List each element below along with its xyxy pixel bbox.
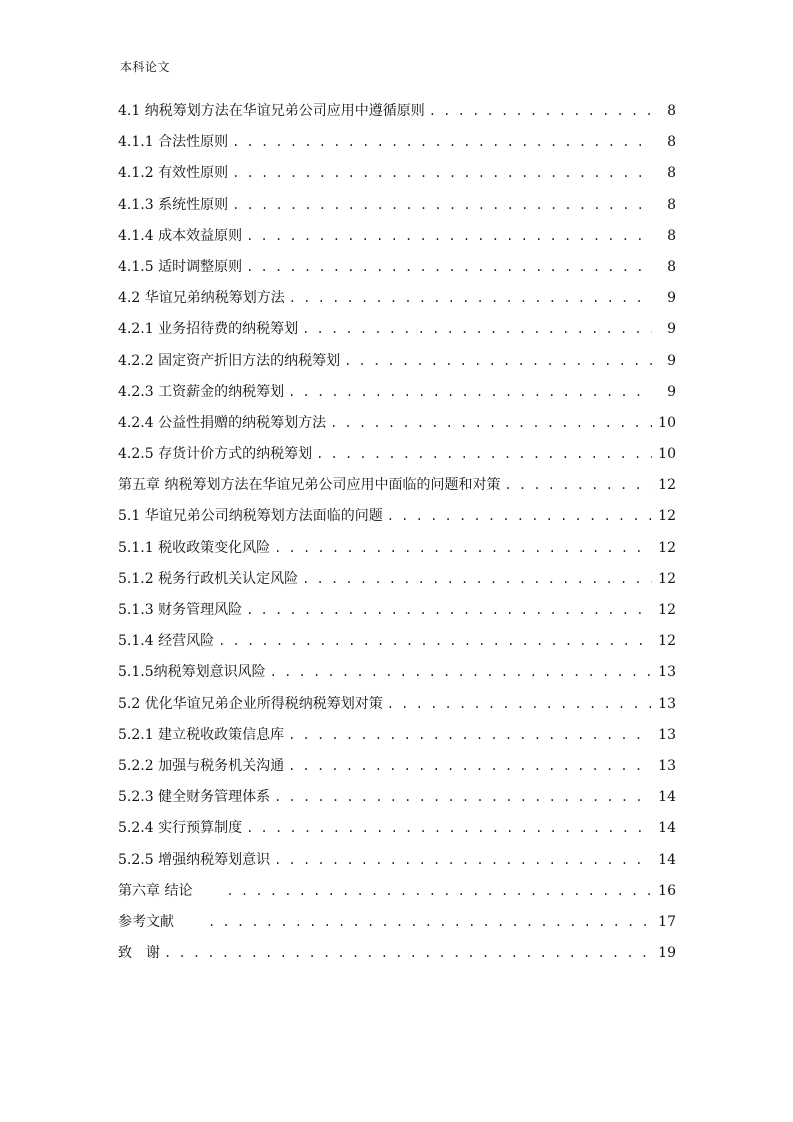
toc-entry-title: 5.1.4 经营风险 bbox=[118, 633, 215, 650]
toc-entry[interactable] bbox=[118, 288, 676, 319]
toc-page-number: 12 bbox=[658, 570, 676, 587]
toc-page-number: 13 bbox=[658, 757, 676, 774]
toc-dot-leader bbox=[274, 787, 652, 807]
toc-entry-title: 5.2.1 建立税收政策信息库 bbox=[118, 726, 285, 743]
toc-entry[interactable] bbox=[118, 195, 676, 226]
toc-dot-leader bbox=[232, 132, 652, 152]
toc-page-number: 13 bbox=[658, 664, 676, 681]
toc-entry[interactable] bbox=[118, 132, 676, 163]
toc-entry-title: 4.2.1 业务招待费的纳税筹划 bbox=[118, 321, 299, 338]
toc-entry-title: 4.1.5 适时调整原则 bbox=[118, 258, 243, 275]
toc-entry[interactable] bbox=[118, 694, 676, 725]
toc-page-number: 9 bbox=[667, 290, 676, 307]
toc-page-number: 12 bbox=[658, 602, 676, 618]
toc-page-number: 10 bbox=[658, 446, 676, 463]
toc-entry-title: 5.2 优化华谊兄弟企业所得税纳税筹划对策 bbox=[118, 695, 383, 712]
toc-entry-title: 4.2 华谊兄弟纳税筹划方法 bbox=[118, 290, 285, 307]
toc-dot-leader bbox=[246, 600, 652, 620]
toc-dot-leader bbox=[429, 101, 652, 121]
toc-entry[interactable] bbox=[118, 351, 676, 382]
toc-entry[interactable] bbox=[118, 475, 676, 506]
toc-page-number: 14 bbox=[658, 789, 676, 806]
toc-page-number: 8 bbox=[667, 196, 676, 213]
toc-page-number: 14 bbox=[658, 820, 676, 837]
toc-page-number: 8 bbox=[667, 258, 676, 275]
toc-entry-title: 4.2.4 公益性捐赠的纳税筹划方法 bbox=[118, 414, 327, 431]
table-of-contents bbox=[118, 101, 676, 974]
toc-dot-leader bbox=[164, 943, 652, 963]
toc-entry-title: 5.1 华谊兄弟公司纳税筹划方法面临的问题 bbox=[118, 508, 383, 525]
toc-dot-leader bbox=[246, 818, 652, 838]
toc-page-number: 12 bbox=[658, 633, 676, 650]
toc-dot-leader bbox=[208, 912, 652, 932]
toc-dot-leader bbox=[226, 881, 652, 901]
toc-dot-leader bbox=[274, 538, 652, 558]
toc-entry-title: 4.1.4 成本效益原则 bbox=[118, 227, 243, 244]
toc-entry[interactable] bbox=[118, 787, 676, 818]
toc-page-number: 17 bbox=[658, 913, 676, 930]
toc-entry[interactable] bbox=[118, 943, 676, 974]
toc-page-number: 16 bbox=[658, 882, 676, 899]
toc-page-number: 13 bbox=[658, 726, 676, 743]
toc-entry-title: 4.1.1 合法性原则 bbox=[118, 134, 229, 151]
toc-page-number: 10 bbox=[658, 414, 676, 431]
toc-entry[interactable] bbox=[118, 257, 676, 288]
running-header: 本科论文 bbox=[120, 60, 171, 74]
toc-entry[interactable] bbox=[118, 413, 676, 444]
toc-entry-title: 4.1 纳税筹划方法在华谊兄弟公司应用中遵循原则 bbox=[118, 103, 425, 119]
toc-entry-title: 5.2.5 增强纳税筹划意识 bbox=[118, 851, 271, 868]
toc-page-number: 12 bbox=[658, 508, 676, 525]
toc-entry[interactable] bbox=[118, 101, 676, 132]
toc-entry-title: 5.1.5纳税筹划意识风险 bbox=[118, 664, 266, 681]
toc-dot-leader bbox=[288, 756, 652, 776]
toc-entry-title: 4.2.3 工资薪金的纳税筹划 bbox=[118, 383, 285, 400]
toc-entry[interactable] bbox=[118, 662, 676, 693]
toc-entry-title: 5.1.1 税收政策变化风险 bbox=[118, 539, 271, 556]
toc-page-number: 13 bbox=[658, 695, 676, 712]
toc-entry-title: 5.2.2 加强与税务机关沟通 bbox=[118, 757, 285, 774]
toc-dot-leader bbox=[316, 444, 652, 464]
toc-page-number: 8 bbox=[667, 103, 676, 119]
toc-entry[interactable] bbox=[118, 881, 676, 912]
toc-dot-leader bbox=[288, 725, 652, 745]
toc-entry-title: 5.1.3 财务管理风险 bbox=[118, 602, 243, 618]
toc-entry[interactable] bbox=[118, 756, 676, 787]
toc-entry[interactable] bbox=[118, 226, 676, 257]
toc-entry[interactable] bbox=[118, 538, 676, 569]
toc-dot-leader bbox=[330, 413, 652, 433]
toc-page-number: 8 bbox=[667, 165, 676, 182]
toc-entry-title: 4.1.3 系统性原则 bbox=[118, 196, 229, 213]
toc-dot-leader bbox=[504, 475, 652, 495]
toc-page-number: 8 bbox=[667, 227, 676, 244]
toc-entry[interactable] bbox=[118, 818, 676, 849]
toc-dot-leader bbox=[387, 694, 652, 714]
toc-page-number: 14 bbox=[658, 851, 676, 868]
toc-dot-leader bbox=[232, 163, 652, 183]
toc-entry-title: 4.2.2 固定资产折旧方法的纳税筹划 bbox=[118, 352, 341, 369]
toc-entry[interactable] bbox=[118, 912, 676, 943]
toc-entry[interactable] bbox=[118, 163, 676, 194]
toc-dot-leader bbox=[289, 288, 652, 308]
toc-dot-leader bbox=[288, 382, 652, 402]
toc-dot-leader bbox=[270, 662, 652, 682]
toc-entry[interactable] bbox=[118, 382, 676, 413]
toc-page-number: 9 bbox=[667, 321, 676, 338]
toc-entry-title: 参考文献 bbox=[118, 913, 174, 930]
toc-entry-title: 5.2.4 实行预算制度 bbox=[118, 820, 243, 837]
toc-entry-title: 5.2.3 健全财务管理体系 bbox=[118, 789, 271, 806]
toc-entry[interactable] bbox=[118, 600, 676, 631]
toc-entry-title: 4.1.2 有效性原则 bbox=[118, 165, 229, 182]
toc-entry[interactable] bbox=[118, 725, 676, 756]
toc-entry[interactable] bbox=[118, 569, 676, 600]
toc-entry[interactable] bbox=[118, 319, 676, 350]
toc-entry-title: 4.2.5 存货计价方式的纳税筹划 bbox=[118, 446, 313, 463]
toc-page-number: 19 bbox=[658, 945, 676, 962]
toc-entry-title: 第六章 结论 bbox=[118, 882, 193, 899]
toc-dot-leader bbox=[246, 257, 652, 277]
toc-page-number: 9 bbox=[667, 383, 676, 400]
toc-entry[interactable] bbox=[118, 444, 676, 475]
toc-entry-title: 致 谢 bbox=[118, 945, 160, 962]
toc-page-number: 12 bbox=[658, 539, 676, 556]
toc-entry-title: 5.1.2 税务行政机关认定风险 bbox=[118, 570, 299, 587]
toc-page-number: 9 bbox=[667, 352, 676, 369]
toc-dot-leader bbox=[232, 195, 652, 215]
toc-dot-leader bbox=[246, 226, 652, 246]
toc-dot-leader bbox=[302, 319, 652, 339]
toc-entry[interactable] bbox=[118, 850, 676, 881]
toc-dot-leader bbox=[302, 569, 652, 589]
toc-entry[interactable] bbox=[118, 631, 676, 662]
toc-dot-leader bbox=[274, 850, 652, 870]
toc-entry[interactable] bbox=[118, 506, 676, 537]
toc-entry-title: 第五章 纳税筹划方法在华谊兄弟公司应用中面临的问题和对策 bbox=[118, 477, 501, 494]
toc-dot-leader bbox=[387, 506, 652, 526]
toc-page-number: 8 bbox=[667, 134, 676, 151]
toc-dot-leader bbox=[218, 631, 652, 651]
toc-page-number: 12 bbox=[658, 477, 676, 494]
toc-dot-leader bbox=[344, 351, 652, 371]
